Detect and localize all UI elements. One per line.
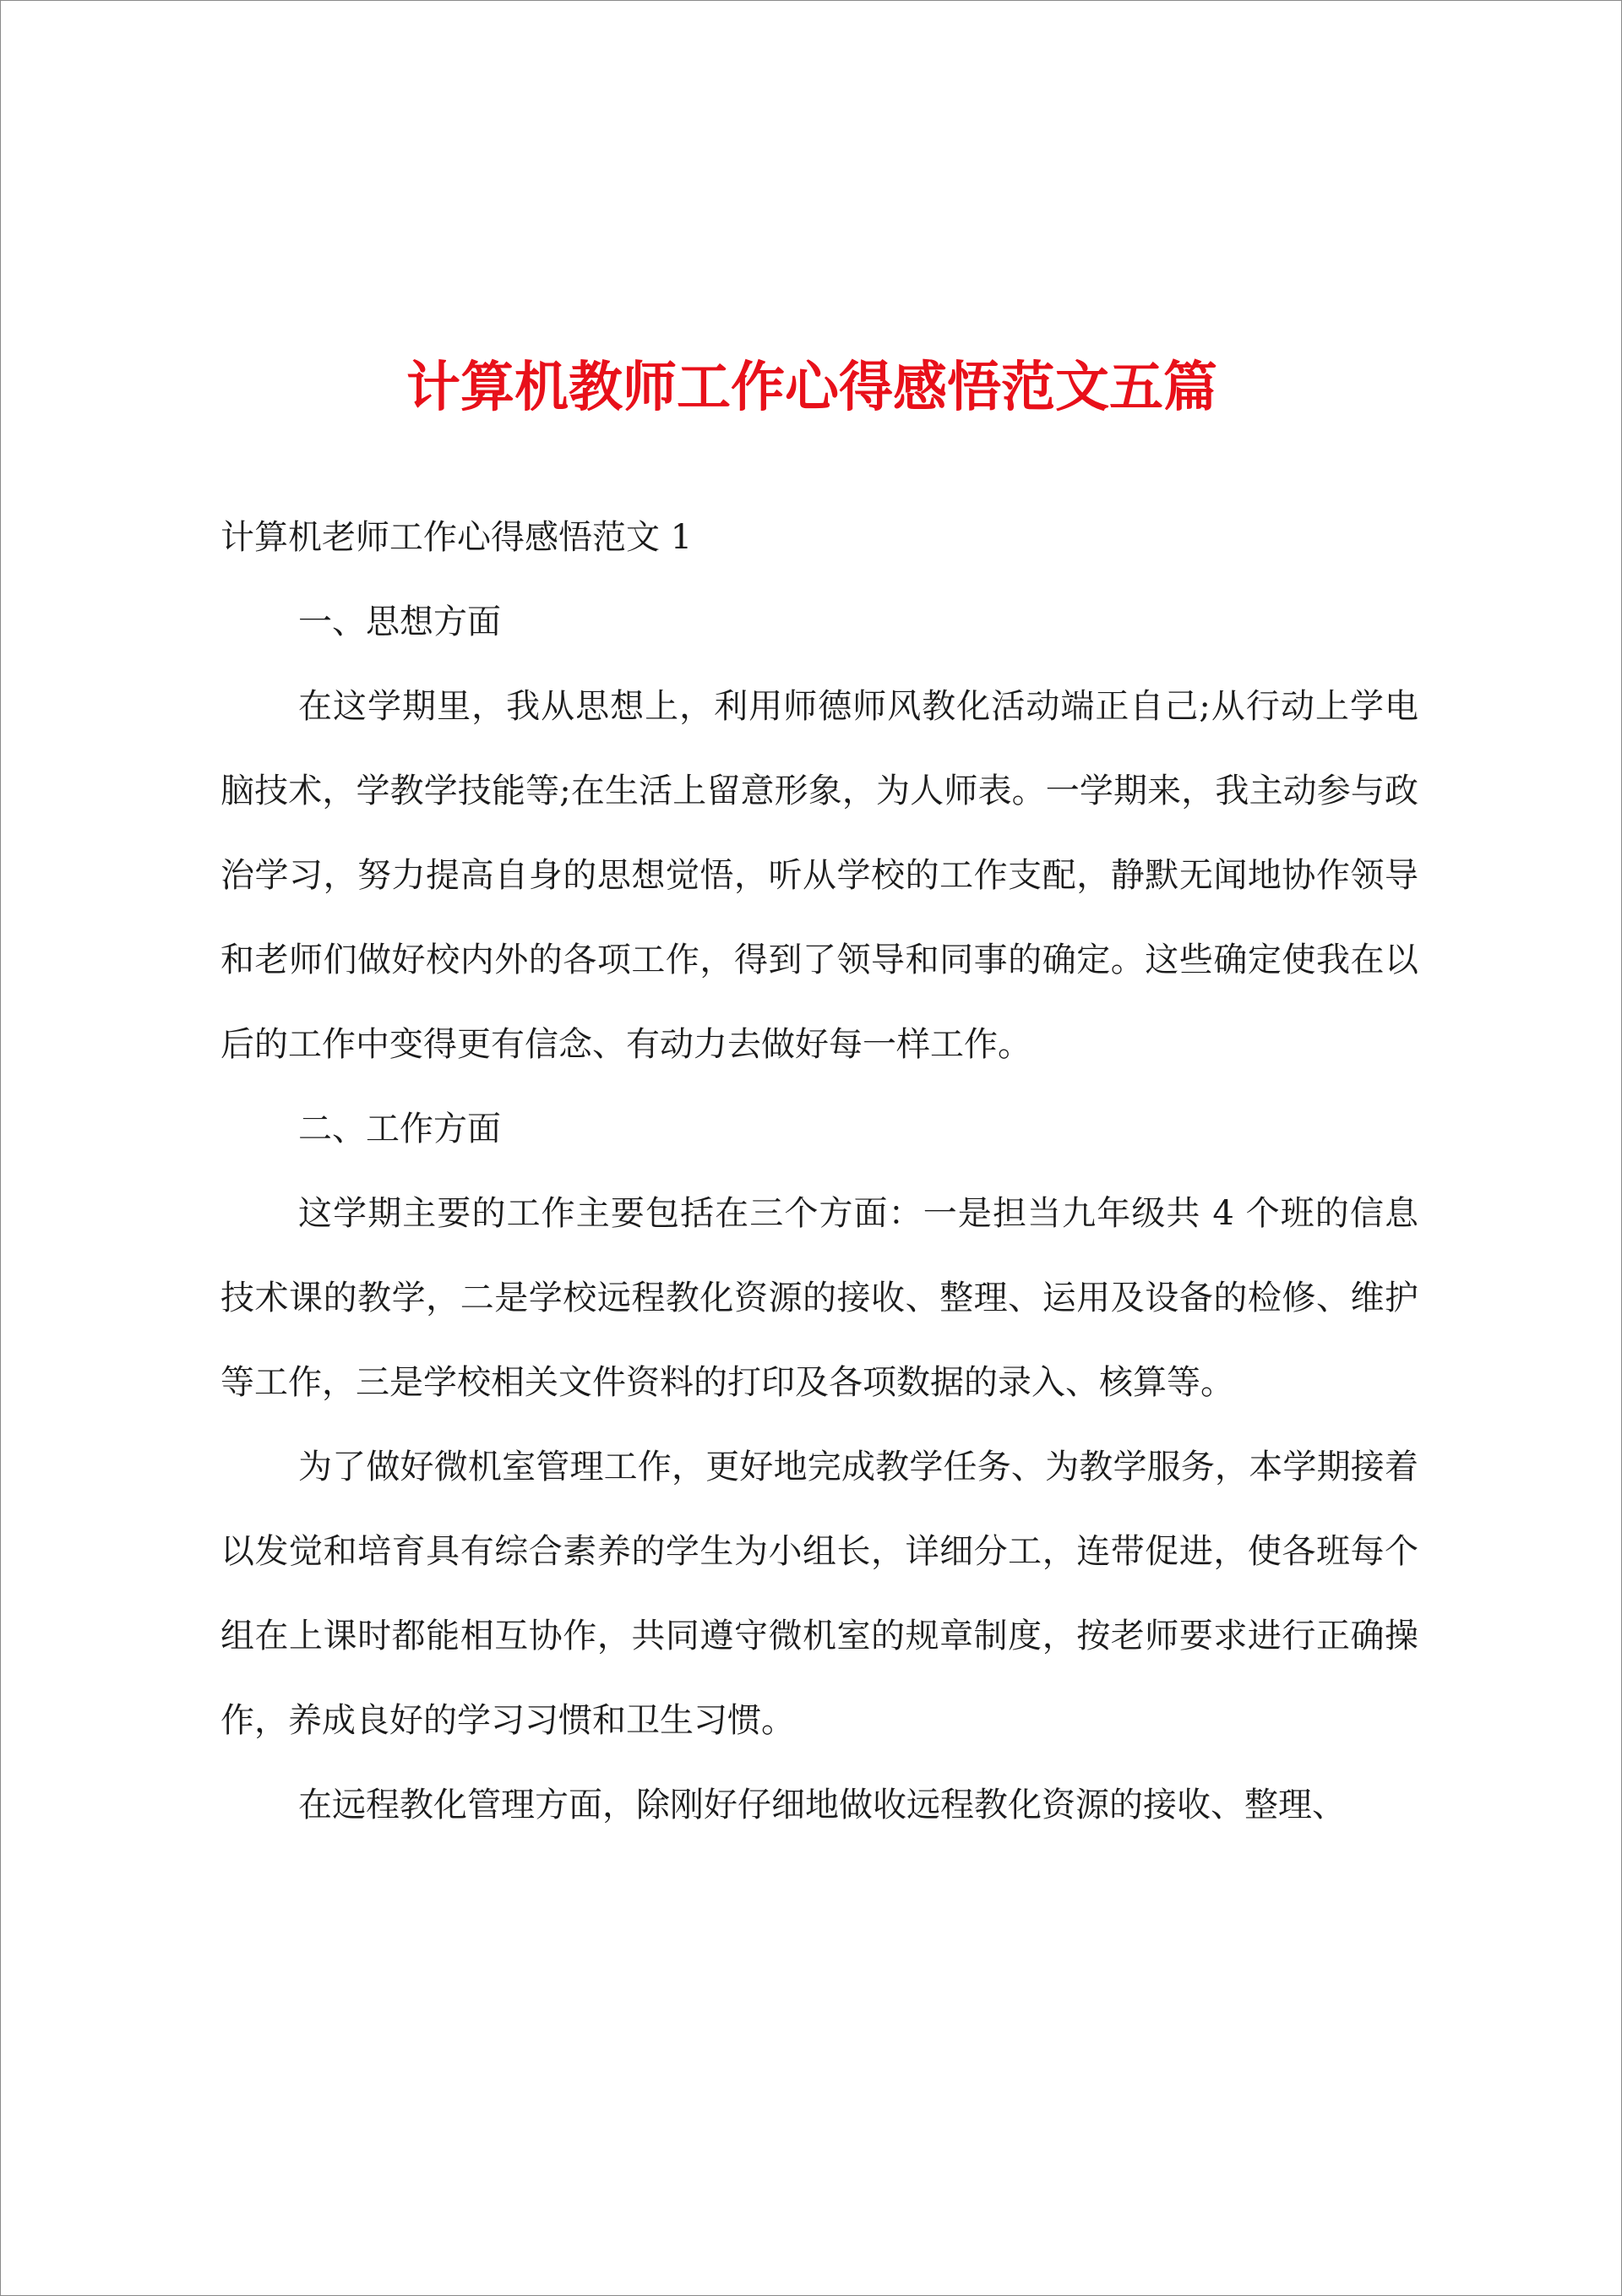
paragraph: 在远程教化管理方面，除刚好仔细地做收远程教化资源的接收、整理、: [298, 1786, 1346, 1824]
document-body: [220, 495, 1418, 1847]
paragraph: 在这学期里，我从思想上，利用师德师风教化活动端正自己;从行动上学电脑技术，学教学技能等;在生活上留意形象，为人师表。一学期来，我主动参与政治学习，努力提高自身的思想觉悟，听从学校的工作支配，静默无闻地协作领导和老师们做好校内外的各项工作，得到了领导和同事的确定。这些确定使我在以后的工作中变得更有信念、有动力去做好每一样工作。: [220, 687, 1418, 1064]
page-title: 计算机教师工作心得感悟范文五篇: [406, 356, 1217, 419]
paragraph: 为了做好微机室管理工作，更好地完成教学任务、为教学服务，本学期接着以发觉和培育具有综合素养的学生为小组长，详细分工，连带促进，使各班每个组在上课时都能相互协作，共同遵守微机室的规章制度，按老师要求进行正确操作，养成良好的学习习惯和卫生习惯。: [220, 1448, 1418, 1740]
heading-thought: 一、思想方面: [298, 603, 501, 641]
section-subtitle: 计算机老师工作心得感悟范文 1: [220, 518, 693, 557]
heading-work: 二、工作方面: [298, 1110, 501, 1148]
paragraph: 这学期主要的工作主要包括在三个方面：一是担当九年级共 4 个班的信息技术课的教学，二是学校远程教化资源的接收、整理、运用及设备的检修、维护等工作，三是学校相关文件资料的打印及各项数据的录入、核算等。: [220, 1194, 1418, 1402]
